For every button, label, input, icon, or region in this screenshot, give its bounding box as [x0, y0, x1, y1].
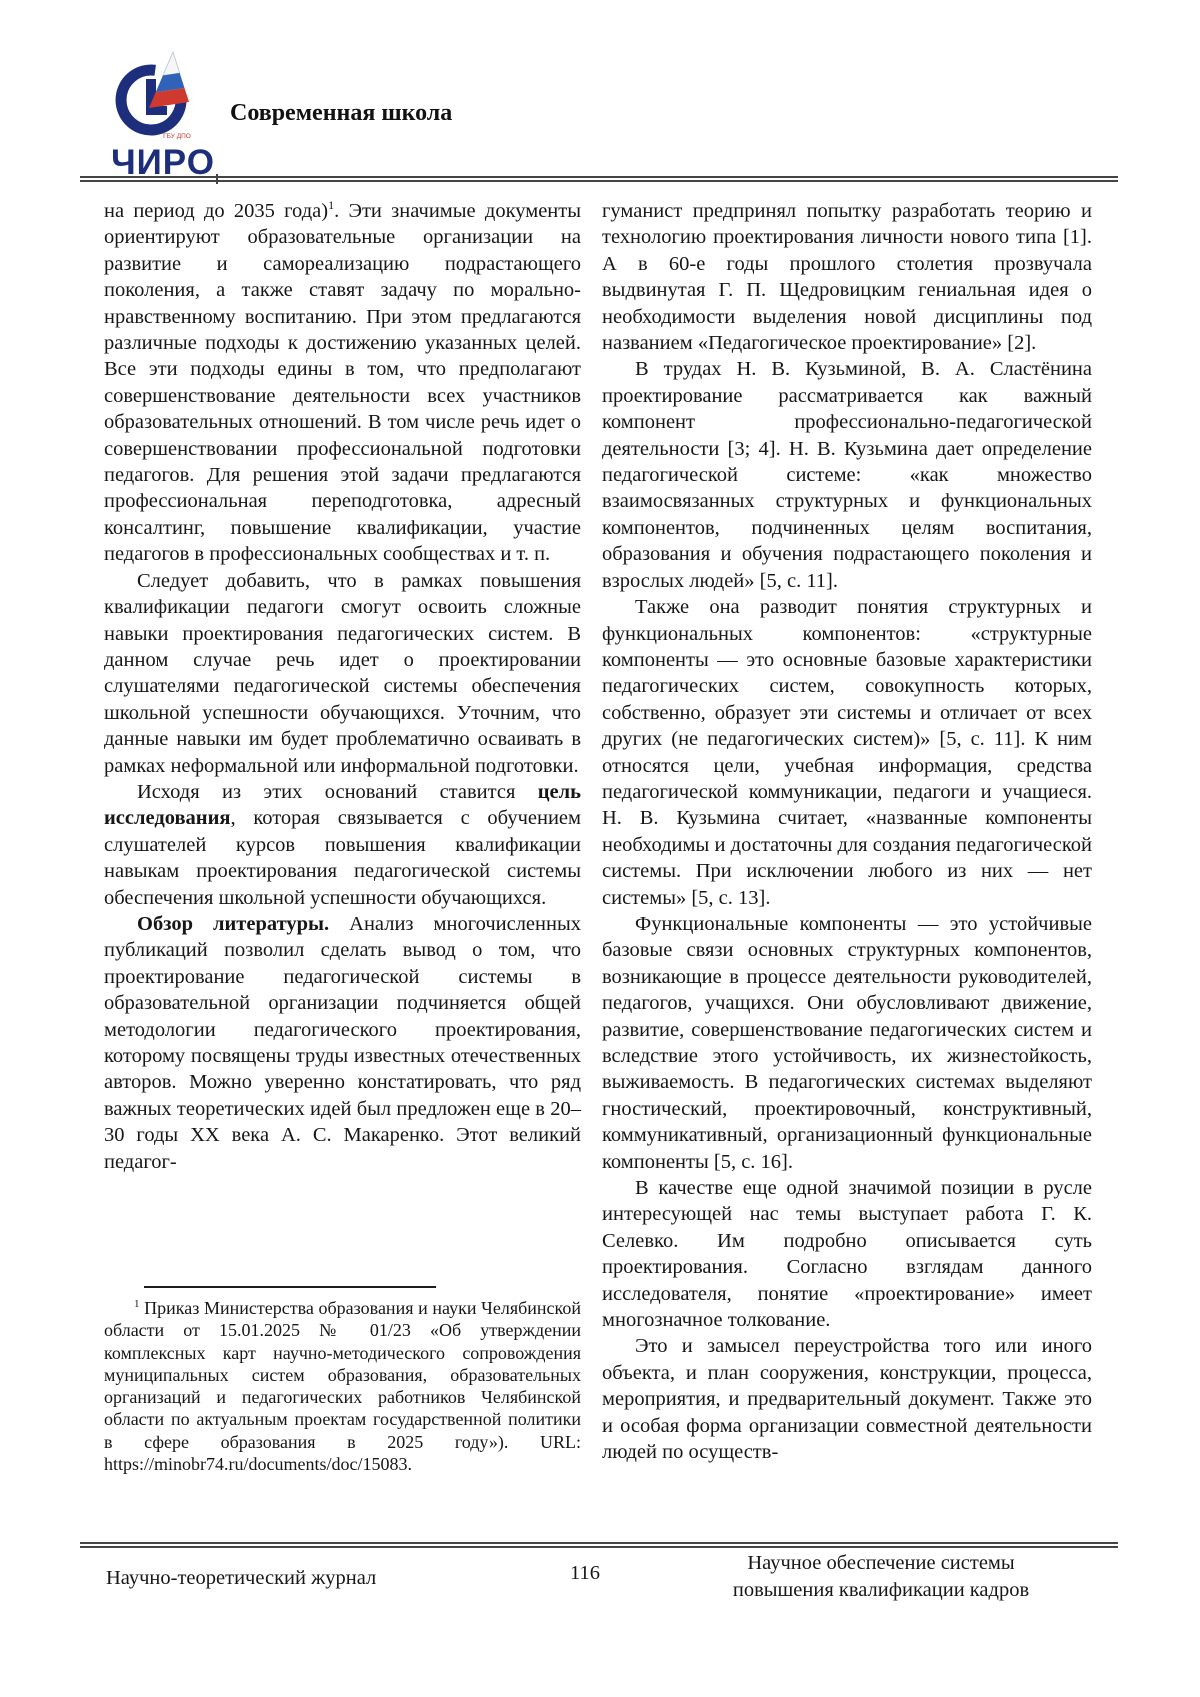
footer-rule	[80, 1542, 1118, 1548]
footer-journal-name-line1: Научное обеспечение системы	[747, 1552, 1015, 1574]
footnote-text: $^1$ Приказ Министерства образования и науки Челябинской области от 15.01.2025 № 01/23 «Об утверждении комплексных карт научно-методического сопровождения муниципальных систем образования, образовательных организаций и педагогических работников Челябинской области по актуальным проектам государственной политики в сфере образования в 2025 году»). URL: https://minobr74.ru/documents/doc/15083.	[104, 1298, 581, 1475]
footer-page-number: 116	[570, 1562, 600, 1584]
footnote-rule	[144, 1286, 436, 1288]
right-column-text	[602, 198, 1092, 1466]
header-rule	[80, 176, 1118, 182]
paragraph: гуманист предпринял попытку разработать теорию и технологию проектирования личности нового типа [1]. А в 60-е годы прошлого столетия прозвучала выдвинутая Г. П. Щедровицким гениальная идея о необходимости выделения новой дисциплины под названием «Педагогическое проектирование» [2].	[602, 200, 1092, 355]
footer-journal-type: Научно-теоретический журнал	[106, 1567, 377, 1589]
paragraph: В качестве еще одной значимой позиции в русле интересующей нас темы выступает работа Г. К. Селевко. Им подробно описывается суть проектирования. Согласно взглядам данного исследователя, понятие «проектирование» имеет многозначное толкование.	[602, 1177, 1092, 1332]
footer-journal-name-line2: повышения квалификации кадров	[732, 1579, 1030, 1601]
paragraph: Функциональные компоненты — это устойчивые базовые связи основных структурных компонентов, возникающие в процессе деятельности руководителей, педагогов, учащихся. Они обусловливают движение, развитие, совершенствование педагогических систем и вследствие этого устойчивость, их жизнестойкость, выживаемость. В педагогических системах выделяют гностический, проектировочный, конструктивный, коммуникативный, организационный функциональные компоненты [5, с. 16].	[602, 912, 1092, 1173]
header-rule-tick	[216, 174, 218, 184]
paragraph: на период до 2035 года)$^1$. Эти значимые документы ориентируют образовательные организации на развитие и самореализацию подрастающего поколения, а также ставят задачу по морально-нравственному воспитанию. При этом предлагаются различные подходы к достижению указанных целей. Все эти подходы едины в том, что предполагают совершенствование деятельности всех участников образовательных отношений. В том числе речь идет о совершенствовании профессиональной подготовки педагогов. Для решения этой задачи предлагаются профессиональная переподготовка, адресный консалтинг, повышение квалификации, участие педагогов в профессиональных сообществах и т. п.	[104, 198, 581, 566]
logo-acronym: ЧИРО	[111, 143, 215, 182]
left-column-text	[104, 198, 581, 1175]
paragraph: Исходя из этих оснований ставится цель исследования, которая связывается с обучением слушателей курсов повышения квалификации навыкам проектирования педагогической системы обеспечения школьной успешности обучающихся.	[104, 780, 581, 909]
footer-journal-name	[700, 1550, 1062, 1604]
logo-subtext: ГБУ ДПО	[163, 133, 191, 140]
paragraph: В трудах Н. В. Кузьминой, В. А. Сластёнина проектирование рассматривается как важный компонент профессионально-педагогической деятельности [3; 4]. Н. В. Кузьмина дает определение педагогической системе: «как множество взаимосвязанных структурных и функциональных компонентов, подчиненных целям воспитания, образования и обучения подрастающего поколения и взрослых людей» [5, с. 11].	[602, 358, 1092, 592]
paragraph: Также она разводит понятия структурных и функциональных компонентов: «структурные компоненты — это основные базовые характеристики педагогических систем, совокупность которых, собственно, образует эти системы и отличает от всех других (не педагогических систем)» [5, с. 11]. К ним относятся цели, учебная информация, средства педагогической коммуникации, педагоги и учащиеся. Н. В. Кузьмина считает, «названные компоненты необходимы и достаточны для создания педагогической системы. При исключении любого из них — нет системы» [5, с. 13].	[602, 596, 1092, 909]
chiro-logo-icon	[113, 48, 213, 144]
journal-section-title: Современная школа	[230, 100, 453, 126]
paragraph: Следует добавить, что в рамках повышения квалификации педагоги смогут освоить сложные навыки проектирования педагогических систем. В данном случае речь идет о проектировании слушателями педагогической системы обеспечения школьной успешности обучающихся. Уточним, что данные навыки им будет проблематично осваивать в рамках неформальной или информальной подготовки.	[104, 569, 581, 777]
journal-logo	[102, 48, 224, 180]
footnote	[104, 1286, 581, 1475]
paragraph: Это и замысел переустройства того или иного объекта, и план сооружения, конструкции, процесса, мероприятия, и предварительный документ. Также это и особая форма организации совместной деятельности людей по осуществ-	[602, 1335, 1092, 1464]
paragraph: Обзор литературы. Анализ многочисленных публикаций позволил сделать вывод о том, что проектирование педагогической системы в образовательной организации подчиняется общей методологии педагогического проектирования, которому посвящены труды известных отечественных авторов. Можно уверенно констатировать, что ряд важных теоретических идей был предложен еще в 20–30 годы XX века А. С. Макаренко. Этот великий педагог-	[104, 912, 581, 1173]
